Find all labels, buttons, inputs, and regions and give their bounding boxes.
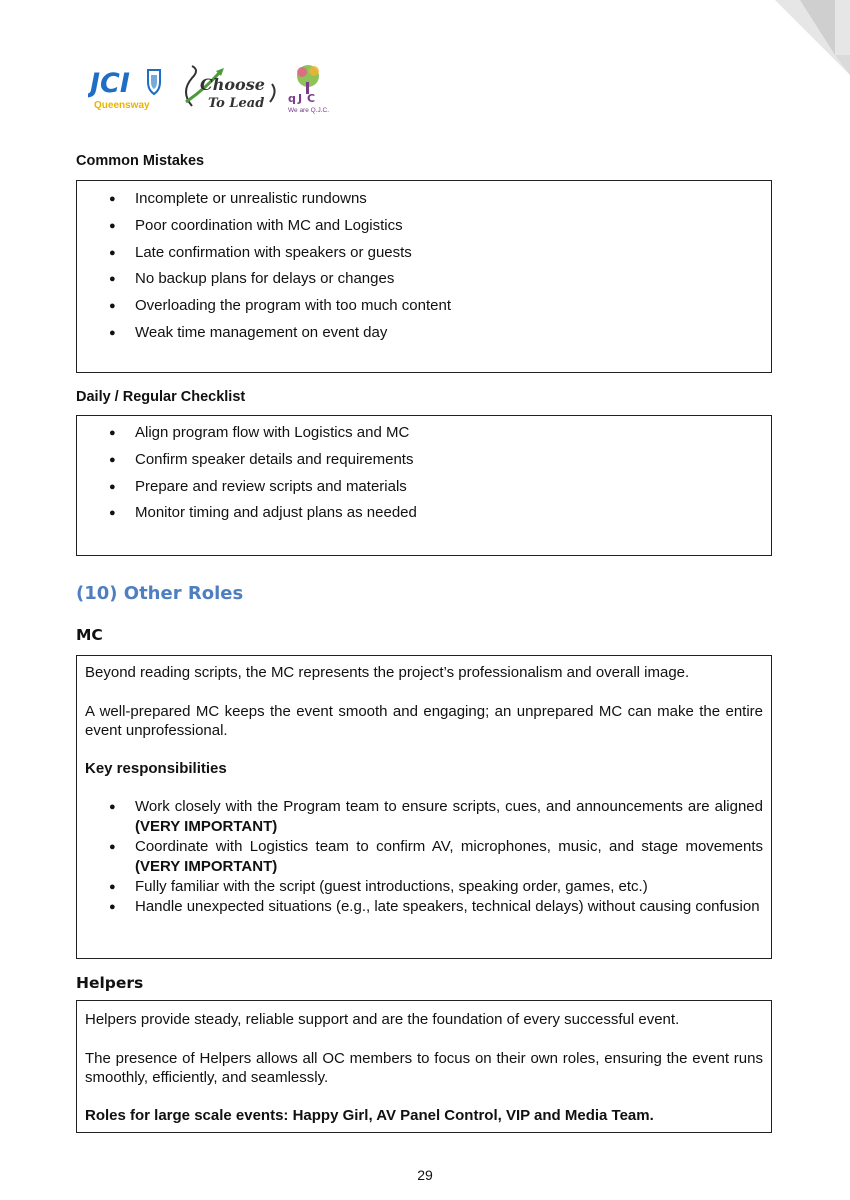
list-item	[77, 837, 771, 877]
svg-text:J: J	[298, 92, 303, 105]
mc-paragraph-2: A well-prepared MC keeps the event smooth and engaging; an unprepared MC can make the entire event unprofessional.	[85, 703, 763, 739]
list-item	[77, 797, 771, 837]
qjc-logo	[288, 65, 329, 114]
choose-logo-line1: Choose	[200, 75, 265, 94]
daily-checklist-heading: Daily / Regular Checklist	[76, 389, 246, 405]
mc-key-responsibilities-heading: Key responsibilities	[85, 760, 227, 777]
emphasis-tag: (VERY IMPORTANT)	[135, 818, 278, 835]
list-item: ● Monitor timing and adjust plans as needed	[77, 503, 771, 523]
header-logos	[88, 62, 338, 114]
list-item: ● Align program flow with Logistics and MC	[77, 423, 771, 443]
mc-box	[76, 655, 772, 959]
daily-checklist-list	[77, 423, 771, 523]
common-mistakes-list	[77, 189, 771, 343]
helpers-paragraph-1: Helpers provide steady, reliable support and are the foundation of every successful event.	[85, 1011, 680, 1028]
mc-paragraph-1: Beyond reading scripts, the MC represents the project’s professionalism and overall image.	[85, 664, 690, 681]
jci-logo-text: JCI	[90, 68, 130, 99]
list-item: ● Poor coordination with MC and Logistics	[77, 216, 771, 236]
daily-checklist-box	[76, 415, 772, 556]
qjc-logo-text: We are Q.J.C.	[288, 107, 330, 114]
choose-logo-line2: To Lead	[208, 96, 265, 111]
list-item	[77, 877, 771, 897]
jci-logo-subtext: Queensway	[94, 100, 150, 111]
helpers-roles-line: Roles for large scale events: Happy Girl, AV Panel Control, VIP and Media Team.	[85, 1107, 654, 1124]
helpers-heading: Helpers	[76, 974, 144, 992]
list-item: ● No backup plans for delays or changes	[77, 269, 771, 289]
svg-text:q: q	[288, 92, 296, 105]
list-item: ● Confirm speaker details and requirements	[77, 450, 771, 470]
list-item: ● Prepare and review scripts and materials	[77, 477, 771, 497]
list-item	[77, 897, 771, 917]
common-mistakes-heading: Common Mistakes	[76, 153, 205, 169]
section-heading-other-roles: (10) Other Roles	[76, 583, 244, 604]
list-item-text: Handle unexpected situations (e.g., late speakers, technical delays) without causing confusion	[135, 898, 760, 915]
svg-text:C: C	[307, 92, 316, 105]
list-item: ● Late confirmation with speakers or guests	[77, 243, 771, 263]
common-mistakes-box	[76, 180, 772, 373]
list-item: ● Incomplete or unrealistic rundowns	[77, 189, 771, 209]
helpers-paragraph-2: The presence of Helpers allows all OC members to focus on their own roles, ensuring the event runs smoothly, efficiently, and seamlessly.	[85, 1050, 763, 1086]
emphasis-tag: (VERY IMPORTANT)	[135, 858, 278, 875]
page-number: 29	[417, 1167, 433, 1183]
list-item-text: Coordinate with Logistics team to confirm AV, microphones, music, and stage movements	[135, 838, 763, 855]
page-corner-decoration	[740, 0, 850, 110]
mc-heading: MC	[76, 626, 103, 644]
mc-responsibilities-list	[77, 797, 771, 917]
list-item: ● Overloading the program with too much content	[77, 296, 771, 316]
choose-to-lead-logo	[186, 66, 275, 111]
list-item-text: Work closely with the Program team to ensure scripts, cues, and announcements are aligned	[135, 798, 763, 815]
jci-logo	[88, 68, 160, 111]
list-item: ● Weak time management on event day	[77, 323, 771, 343]
helpers-box	[76, 1000, 772, 1133]
list-item-text: Fully familiar with the script (guest introductions, speaking order, games, etc.)	[135, 878, 648, 895]
